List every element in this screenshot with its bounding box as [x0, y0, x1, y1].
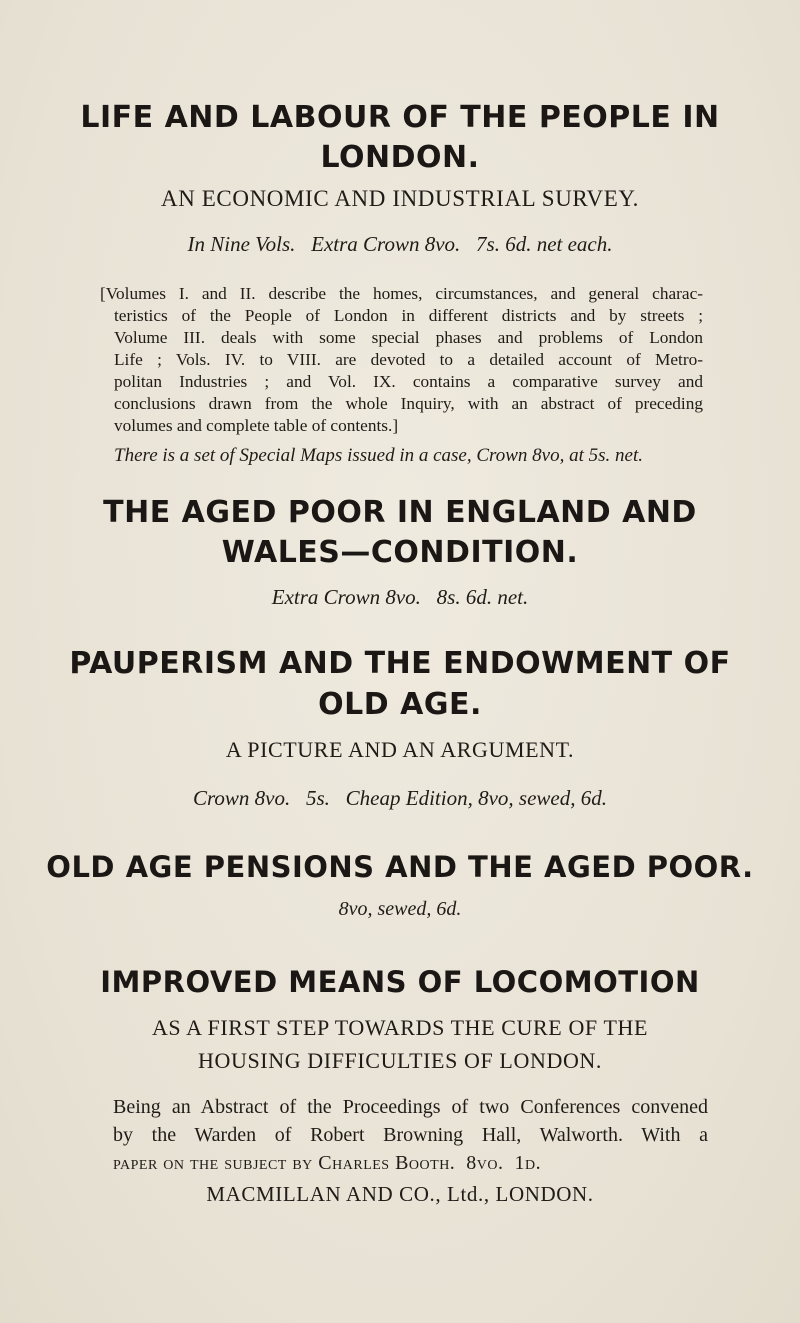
- section-5-description: [113, 1093, 708, 1177]
- section-1-title-line-1: LIFE AND LABOUR OF THE PEOPLE IN: [80, 100, 720, 135]
- section-1-title-line-2: LONDON.: [320, 140, 480, 175]
- publisher-imprint: MACMILLAN AND CO., Ltd., LONDON.: [206, 1182, 594, 1206]
- description-line: Volume III. deals with some special phases and problems of London: [114, 328, 703, 347]
- description-line: Being an Abstract of the Proceedings of two Conferences convened: [113, 1096, 708, 1118]
- section-3-edition: Crown 8vo. 5s. Cheap Edition, 8vo, sewed, 6d.: [193, 786, 607, 810]
- section-5-subtitle-line-2: HOUSING DIFFICULTIES OF LONDON.: [197, 1048, 603, 1073]
- section-3-title-line-2: OLD AGE.: [318, 687, 482, 722]
- section-1-maps-note: [114, 445, 734, 467]
- description-line: volumes and complete table of contents.]: [114, 416, 399, 435]
- maps-note-text: There is a set of Special Maps issued in a case, Crown 8vo, at 5s. net.: [114, 445, 643, 466]
- section-1-description: [100, 283, 703, 437]
- section-3-title-line-1: PAUPERISM AND THE ENDOWMENT OF: [69, 646, 731, 681]
- description-line: Life ; Vols. IV. to VIII. are devoted to a detailed account of Metro-: [114, 350, 703, 369]
- section-4-edition: 8vo, sewed, 6d.: [338, 898, 462, 920]
- description-line: politan Industries ; and Vol. IX. contains a comparative survey and: [114, 372, 703, 391]
- description-line: [Volumes I. and II. describe the homes, circumstances, and general charac-: [100, 284, 703, 303]
- section-1-subtitle: AN ECONOMIC AND INDUSTRIAL SURVEY.: [161, 186, 639, 211]
- section-5-subtitle-line-1: AS A FIRST STEP TOWARDS THE CURE OF THE: [151, 1015, 649, 1040]
- section-4-title: OLD AGE PENSIONS AND THE AGED POOR.: [46, 850, 754, 884]
- description-line: conclusions drawn from the whole Inquiry, with an abstract of preceding: [114, 394, 703, 413]
- section-3-subtitle: A PICTURE AND AN ARGUMENT.: [225, 737, 575, 762]
- description-line: teristics of the People of London in different districts and by streets ;: [114, 306, 703, 325]
- description-line: paper on the subject by Charles Booth. 8vo. 1d.: [113, 1152, 542, 1174]
- section-2-title-line-2: WALES—CONDITION.: [221, 535, 579, 570]
- description-line: by the Warden of Robert Browning Hall, Walworth. With a: [113, 1124, 708, 1146]
- section-2-edition: Extra Crown 8vo. 8s. 6d. net.: [271, 585, 529, 609]
- section-2-title-line-1: THE AGED POOR IN ENGLAND AND: [103, 495, 697, 530]
- section-1-edition: In Nine Vols. Extra Crown 8vo. 7s. 6d. net each.: [187, 232, 613, 256]
- section-5-title: IMPROVED MEANS OF LOCOMOTION: [100, 965, 700, 999]
